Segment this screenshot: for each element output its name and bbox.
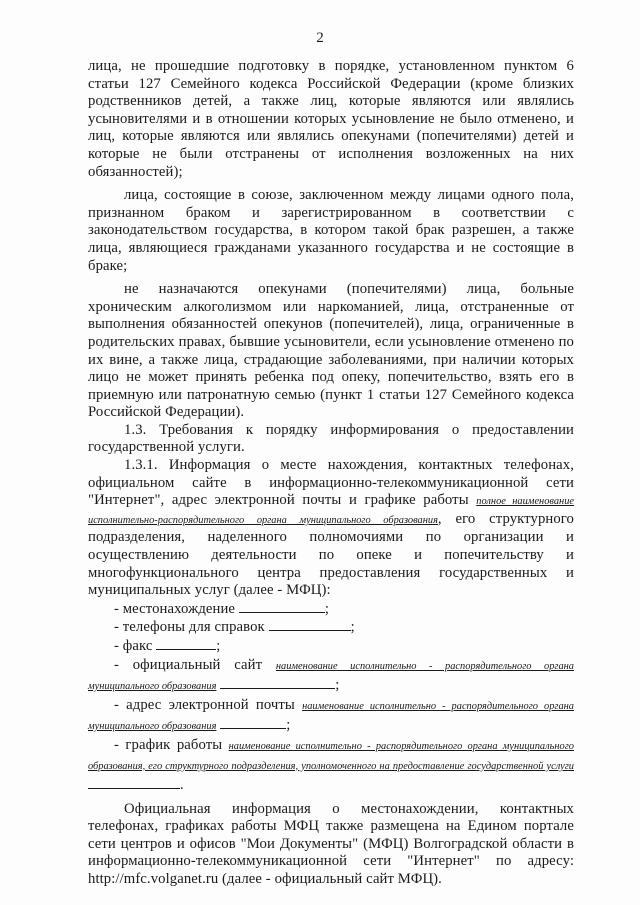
bullet-location: - местонахождение ; <box>114 600 330 617</box>
placeholder-website: наименование исполнительно - распорядительного органа муниципального образования <box>88 660 574 692</box>
bullet-phones: - телефоны для справок ; <box>114 619 355 636</box>
document-body <box>88 58 574 889</box>
bullet-fax-label: - факс <box>114 638 153 654</box>
page-number: 2 <box>316 30 324 46</box>
blank-line <box>269 618 351 631</box>
bullet-website-label: - официальный сайт <box>114 656 263 673</box>
blank-line <box>220 676 335 689</box>
info-text-after: , его структурного подразделения, наделенного полномочиями по организации и осуществлению деятельности по опеке и попечительству и многофункционального центра предоставления государственных и муниципальных услуг (далее - МФЦ): <box>88 510 574 599</box>
paragraph-same-sex-union: лица, состоящие в союзе, заключенном между лицами одного пола, признанном браком и зарегистрированном в соответствии с законодательством государства, в котором такой брак разрешен, а также лица, являющиеся гражданами указанного государства и не состоящие в браке; <box>88 187 574 274</box>
bullet-website: - официальный сайт наименование исполнительно - распорядительного органа муниципального образования ; <box>88 656 574 693</box>
section-1-3-1 <box>88 457 574 600</box>
paragraph-not-appointed: не назначаются опекунами (попечителями) лица, больные хроническим алкоголизмом или наркоманией, лица, отстраненные от выполнения обязанностей опекунов (попечителей), лица, ограниченные в родительских правах, бывшие усыновители, если усыновление отменено по их вине, а также лица, страдающие заболеваниями, при наличии которых лицо не может принять ребенка под опеку, попечительство, взять его в приемную или патронатную семью (пункт 1 статьи 127 Семейного кодекса Российской Федерации). <box>88 281 574 421</box>
bullet-phones-label: - телефоны для справок <box>114 619 265 636</box>
bullet-schedule-label: - график работы <box>114 736 223 753</box>
blank-line <box>220 716 286 729</box>
placeholder-email: наименование исполнительно - распорядительного органа муниципального образования <box>88 700 574 732</box>
placeholder-organ-name: полное наименование исполнительно-распорядительного органа муниципального образования <box>88 496 575 526</box>
bullet-fax: - факс ; <box>114 638 221 654</box>
section-1-3: 1.3. Требования к порядку информирования о предоставлении государственной услуги. <box>88 421 574 456</box>
bullet-location-label: - местонахождение <box>114 600 236 617</box>
blank-line <box>88 776 180 789</box>
paragraph-untrained: лица, не прошедшие подготовку в порядке, установленном пунктом 6 статьи 127 Семейного кодекса Российской Федерации (кроме близких родственников детей, а также лиц, которые являются или являлись усыновителями и в отношении которых усыновление не было отменено, и лиц, которые являются или являлись опекунами (попечителями) детей и которые не были отстранены от исполнения возложенных на них обязанностей); <box>88 58 574 180</box>
paragraph-mfc-info: Официальная информация о местонахождении, контактных телефонах, графиках работы МФЦ также размещена на Едином портале сети центров и офисов "Мои Документы" (МФЦ) Волгоградской области в информационно-телекоммуникационной сети "Интернет" по адресу: http://mfc.volganet.ru (далее - официальный сайт МФЦ). <box>88 800 574 887</box>
blank-line <box>156 637 216 650</box>
bullet-email-label: - адрес электронной почты <box>114 696 295 713</box>
bullet-email: - адрес электронной почты наименование исполнительно - распорядительного органа муниципального образования ; <box>88 696 574 733</box>
bullet-schedule: - график работы наименование исполнительно - распорядительного органа муниципального образования, его структурного подразделения, уполномоченного на предоставление государственной услуги . <box>88 736 574 793</box>
blank-line <box>239 600 325 613</box>
info-text-before: 1.3.1. Информация о месте нахождения, контактных телефонах, официальном сайте в информационно-телекоммуникационной сети "Интернет", адрес электронной почты и графике работы <box>88 457 574 509</box>
placeholder-schedule: наименование исполнительно - распорядительного органа муниципального образования, его структурного подразделения, уполномоченного на предоставление государственной услуги <box>88 740 574 772</box>
